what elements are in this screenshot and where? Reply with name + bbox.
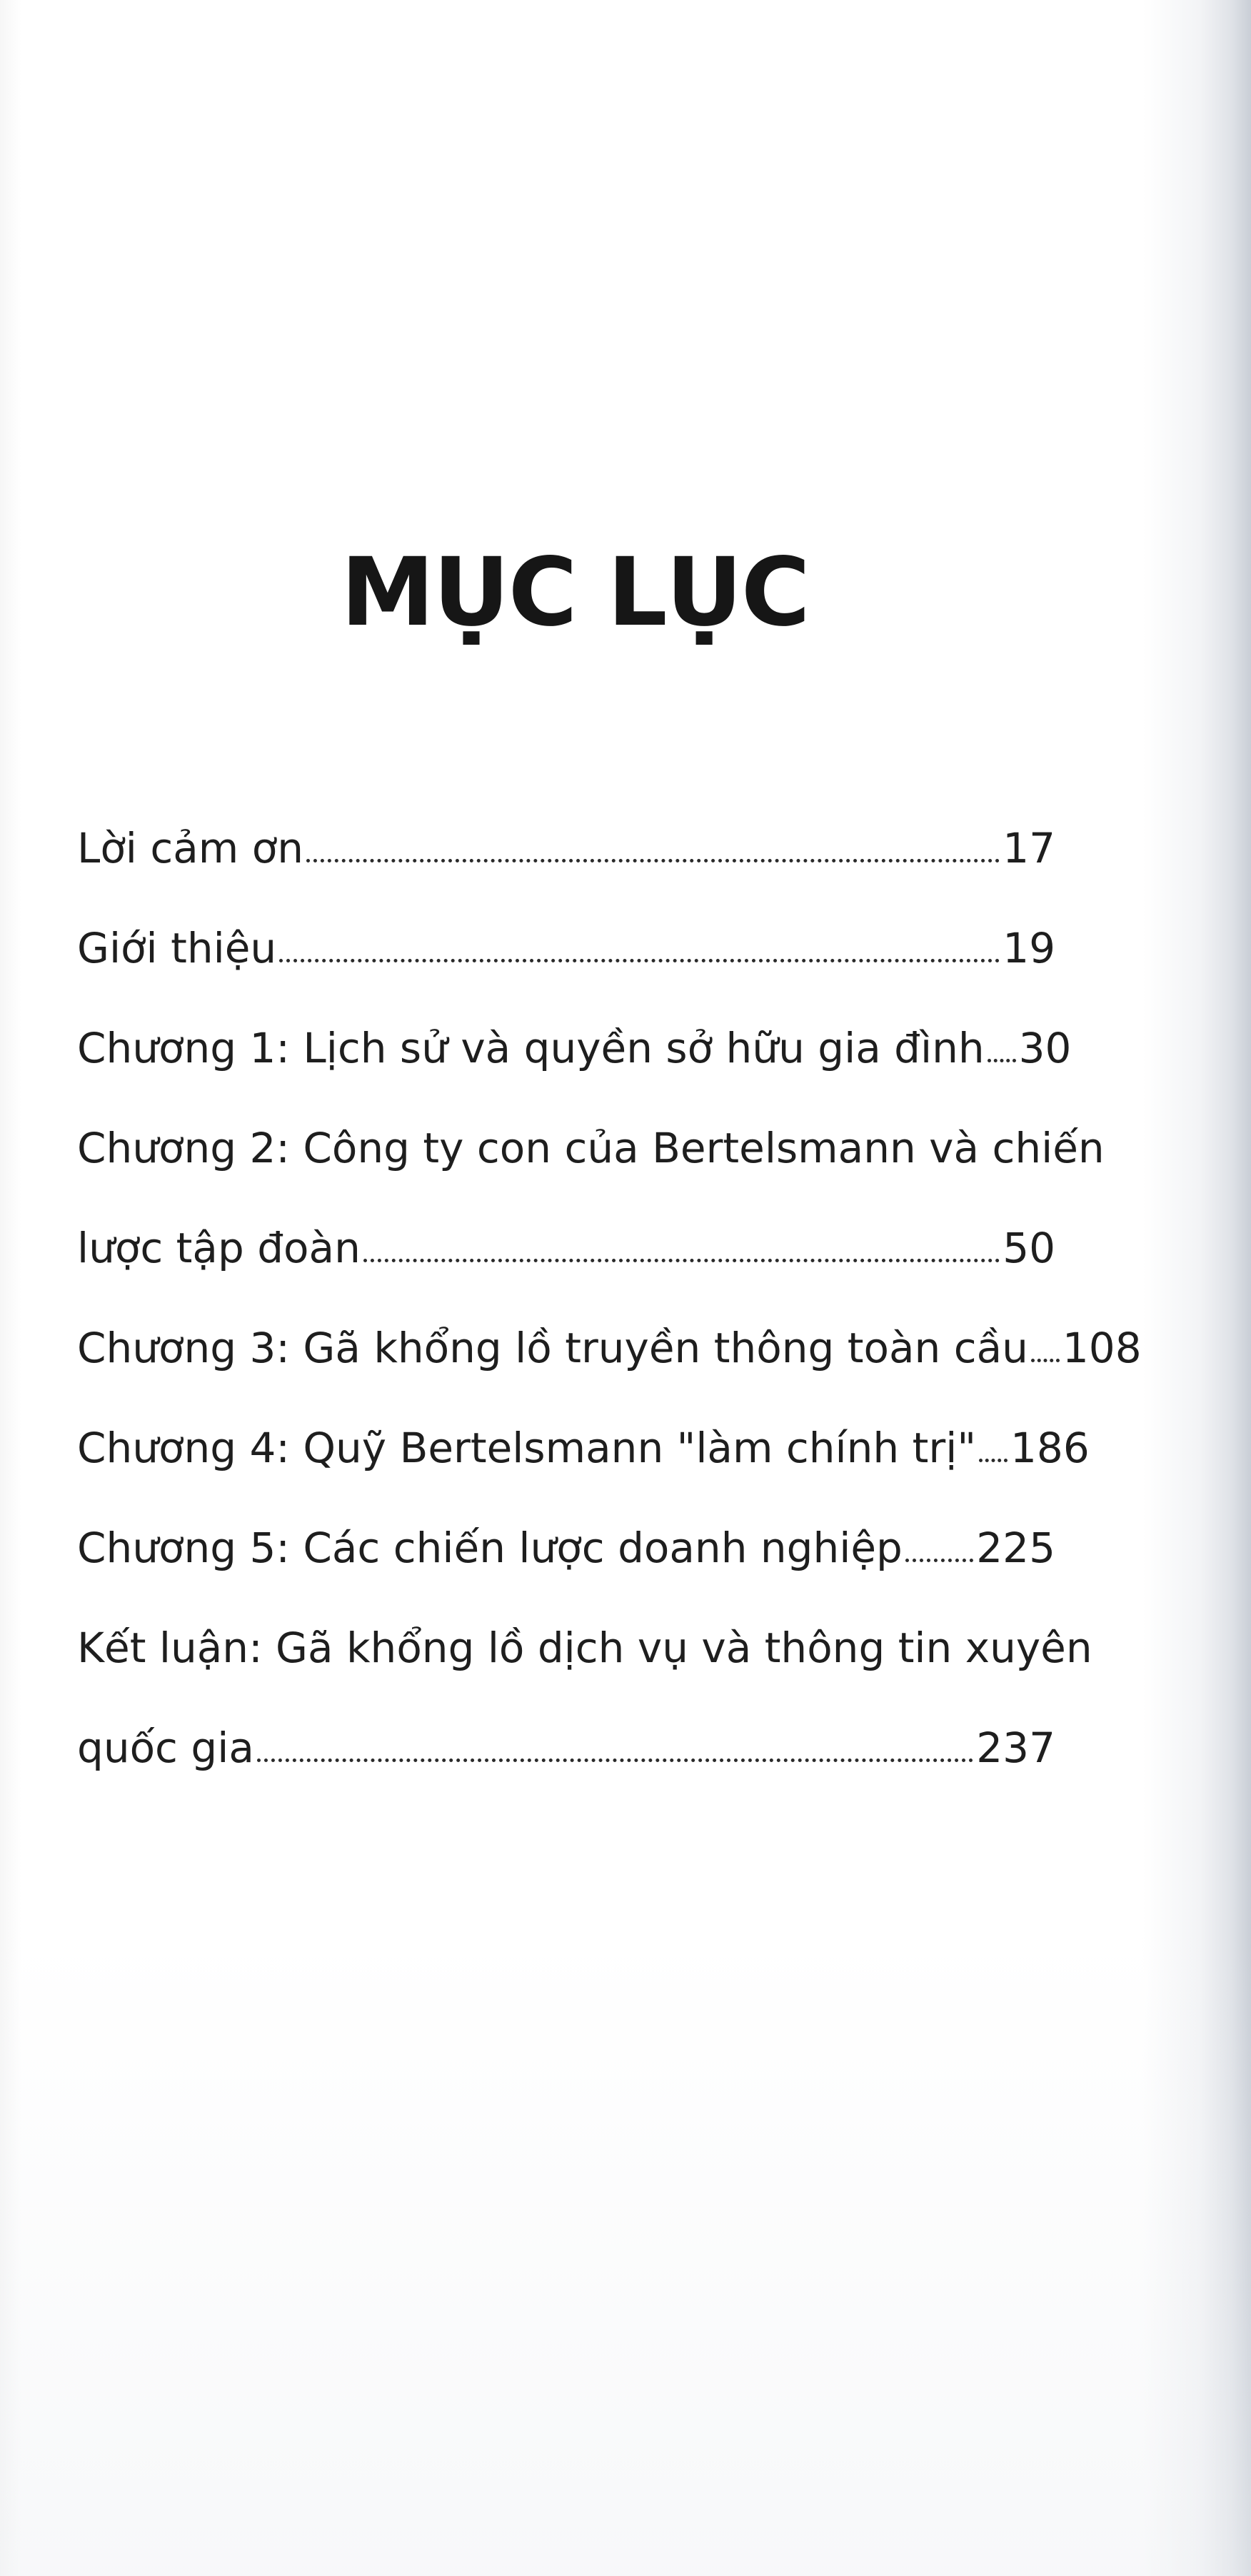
toc-entry-label: Kết luận: Gã khổng lồ dịch vụ và thông tin xuyên xyxy=(77,1624,1092,1672)
toc-entry-label: Chương 1: Lịch sử và quyền sở hữu gia đình xyxy=(77,1024,985,1072)
dot-leader xyxy=(905,1559,973,1562)
page-title: MỤC LỤC xyxy=(341,538,809,648)
toc-entry-acknowledgements xyxy=(77,798,1055,898)
dot-leader xyxy=(279,959,1000,962)
toc-entry-page: 50 xyxy=(1003,1224,1055,1272)
toc-entry-label: Chương 4: Quỹ Bertelsmann "làm chính trị" xyxy=(77,1424,977,1472)
table-of-contents xyxy=(77,798,1142,1798)
toc-entry-chapter-3 xyxy=(77,1298,1142,1398)
dot-leader xyxy=(306,859,1000,862)
toc-entry-introduction xyxy=(77,898,1055,998)
dot-leader xyxy=(979,1459,1008,1462)
toc-entry-chapter-1 xyxy=(77,998,1072,1098)
dot-leader xyxy=(1031,1359,1060,1362)
toc-entry-chapter-2-line-1 xyxy=(77,1098,1105,1198)
toc-entry-page: 108 xyxy=(1062,1324,1142,1372)
toc-entry-page: 225 xyxy=(976,1524,1055,1572)
toc-entry-page: 186 xyxy=(1010,1424,1090,1472)
dot-leader xyxy=(363,1259,1000,1262)
toc-entry-label-continued: quốc gia xyxy=(77,1724,254,1772)
toc-entry-conclusion-line-1 xyxy=(77,1598,1092,1698)
toc-entry-label: Giới thiệu xyxy=(77,924,277,972)
toc-entry-label: Chương 3: Gã khổng lồ truyền thông toàn cầu xyxy=(77,1324,1028,1372)
toc-entry-page: 237 xyxy=(976,1724,1055,1772)
toc-entry-page: 17 xyxy=(1003,824,1055,872)
toc-entry-label: Lời cảm ơn xyxy=(77,824,303,872)
toc-entry-conclusion-line-2 xyxy=(77,1698,1055,1798)
toc-entry-chapter-4 xyxy=(77,1398,1090,1498)
toc-entry-chapter-2-line-2 xyxy=(77,1198,1055,1298)
toc-entry-chapter-5 xyxy=(77,1498,1055,1598)
toc-entry-label: Chương 5: Các chiến lược doanh nghiệp xyxy=(77,1524,903,1572)
toc-entry-label: Chương 2: Công ty con của Bertelsmann và chiến xyxy=(77,1124,1105,1172)
toc-entry-label-continued: lược tập đoàn xyxy=(77,1224,361,1272)
dot-leader xyxy=(257,1759,973,1762)
toc-entry-page: 19 xyxy=(1003,924,1055,972)
toc-entry-page: 30 xyxy=(1018,1024,1072,1072)
dot-leader xyxy=(988,1059,1016,1062)
